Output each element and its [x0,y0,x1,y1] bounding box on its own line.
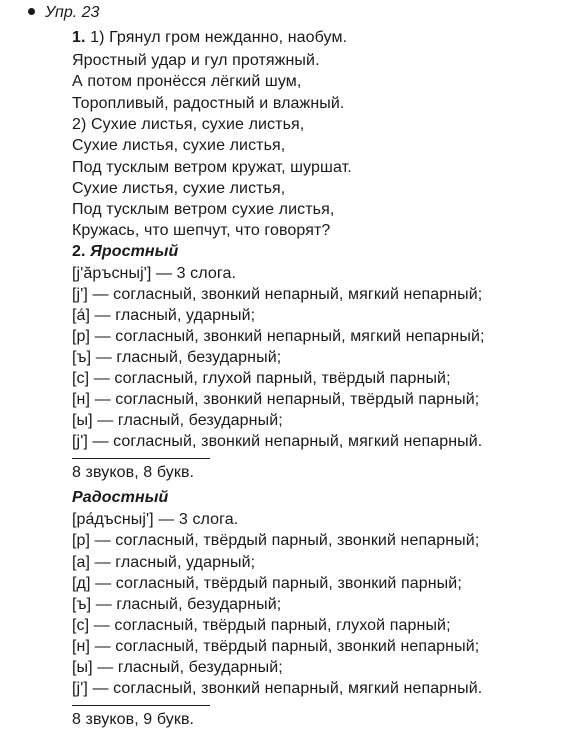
sound-line: [j'] — согласный, звонкий непарный, мягкий непарный. [72,433,483,450]
poem-line: Под тусклым ветром кружат, шуршат. [72,159,352,176]
poem-line: Кружась, что шепчут, что говорят? [72,222,331,239]
transcription: [ра́дъсныj'] — 3 слога. [72,511,239,528]
sound-line: [р] — согласный, твёрдый парный, звонкий непарный; [72,532,480,549]
poem-line: Сухие листья, сухие листья, [72,137,286,154]
poem-line: Яростный удар и гул протяжный. [72,52,320,69]
summary: 8 звуков, 9 букв. [72,711,195,728]
sound-line: [н] — согласный, звонкий непарный, твёрдый парный; [72,391,480,408]
sound-line: [р] — согласный, звонкий непарный, мягкий непарный; [72,328,485,345]
bullet-icon [28,8,35,15]
transcription: [j'ăръсныj'] — 3 слога. [72,265,237,282]
sound-line: [ъ] — гласный, безударный; [72,349,282,366]
sound-line: [á] — гласный, ударный; [72,307,256,324]
sound-line: [ы] — гласный, безударный; [72,659,283,676]
analyzed-word: Радостный [72,489,169,506]
word-heading [72,488,168,508]
part-number: 2. [72,243,86,260]
part-number: 1. [72,29,86,46]
word-heading [72,242,178,262]
sound-line: [с] — согласный, твёрдый парный, глухой парный; [72,617,451,634]
poem-line: Сухие листья, сухие листья, [72,180,286,197]
sound-line: [с] — согласный, глухой парный, твёрдый парный; [72,370,451,387]
sound-line: [j'] — согласный, звонкий непарный, мягкий непарный. [72,680,483,697]
sound-line: [д] — согласный, твёрдый парный, звонкий парный; [72,575,462,592]
divider [72,458,210,459]
poem-line: 2) Сухие листья, сухие листья, [72,116,305,133]
analyzed-word: Яростный [90,243,179,260]
summary: 8 звуков, 8 букв. [72,464,195,481]
poem-line [72,28,347,48]
sound-line: [ы] — гласный, безударный; [72,412,283,429]
sound-line: [н] — согласный, твёрдый парный, звонкий непарный; [72,638,480,655]
poem-line: А потом пронёсся лёгкий шум, [72,73,302,90]
divider [72,705,210,706]
sound-line: [j'] — согласный, звонкий непарный, мягкий непарный; [72,286,483,303]
exercise-title: Упр. 23 [45,4,100,21]
poem-text: 1) Грянул гром нежданно, наобум. [90,29,348,46]
sound-line: [а] — гласный, ударный; [72,554,256,571]
poem-line: Под тусклым ветром сухие листья, [72,201,335,218]
exercise-header [28,3,99,23]
sound-line: [ъ] — гласный, безударный; [72,596,282,613]
poem-line: Торопливый, радостный и влажный. [72,95,345,112]
